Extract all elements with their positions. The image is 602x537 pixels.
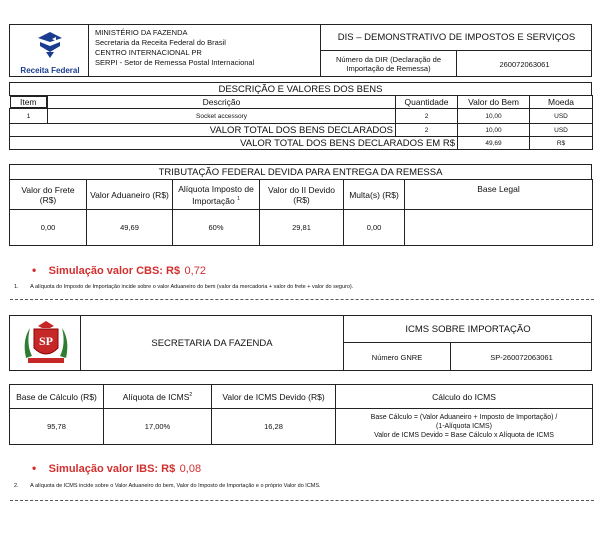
col-base-legal: Base Legal [405, 180, 593, 210]
org-ministry: MINISTÉRIO DA FAZENDA [95, 28, 188, 37]
federal-header-row [10, 180, 593, 210]
row-qty: 2 [396, 109, 458, 124]
bullet-icon: • [32, 461, 37, 475]
sefaz-title: SECRETARIA DA FAZENDA [151, 338, 273, 349]
val-aliquota-ii: 60% [173, 210, 260, 246]
icms-values-row [10, 409, 593, 445]
total-brl-value: 49,69 [458, 137, 530, 150]
icms-table [9, 384, 593, 445]
val-base-legal [405, 210, 593, 246]
icms-formula-line-1: Base Cálculo = (Valor Aduaneiro + Imposto de Importação) / [370, 414, 558, 421]
val-icms-devido: 16,28 [212, 409, 336, 445]
row-currency: USD [530, 109, 593, 124]
org-secretaria: Secretaria da Receita Federal do Brasil [95, 38, 226, 47]
col-moeda: Moeda [530, 96, 593, 109]
header-org-lines [95, 28, 254, 68]
header-logo-divider [88, 24, 89, 77]
icms-formula-line-3: Valor de ICMS Devido = Base Cálculo x Alíquota de ICMS [374, 432, 554, 439]
ibs-simulation [32, 459, 201, 477]
table-row [10, 109, 593, 124]
col-quantidade: Quantidade [396, 96, 458, 109]
col-valor-bem: Valor do Bem [458, 96, 530, 109]
val-frete: 0,00 [10, 210, 87, 246]
col-calculo-icms: Cálculo do ICMS [336, 385, 593, 409]
total-row [10, 124, 593, 137]
val-aliquota-icms: 17,00% [104, 409, 212, 445]
divider-2 [10, 500, 594, 501]
federal-values-row [10, 210, 593, 246]
row-value: 10,00 [458, 109, 530, 124]
divider-1 [10, 299, 594, 300]
gnre-label: Número GNRE [371, 352, 423, 362]
dir-label: Número da DIR (Declaração de Importação de Remessa) [335, 55, 442, 73]
val-multas: 0,00 [344, 210, 405, 246]
cbs-label: Simulação valor CBS: R$ [48, 265, 181, 277]
goods-header-row [10, 96, 593, 109]
federal-section-title: TRIBUTAÇÃO FEDERAL DEVIDA PARA ENTREGA DA REMESSA [9, 164, 592, 180]
col-descricao: Descrição [48, 96, 396, 109]
total-brl-row [10, 137, 593, 150]
footnote-2-text: A alíquota de ICMS incide sobre o Valor Aduaneiro do bem, Valor do Imposto de Importação e o próprio Valor do ICMS. [30, 483, 321, 489]
goods-section-title: DESCRIÇÃO E VALORES DOS BENS [9, 82, 592, 96]
footnote-2 [14, 483, 321, 489]
val-ii: 29,81 [260, 210, 344, 246]
total-currency: USD [530, 124, 593, 137]
col-base-calculo: Base de Cálculo (R$) [10, 385, 104, 409]
total-value: 10,00 [458, 124, 530, 137]
receita-federal-logo-text: Receita Federal [20, 66, 80, 75]
row-item: 1 [10, 109, 48, 124]
receita-federal-emblem-icon [16, 30, 84, 60]
federal-tax-table [9, 179, 593, 246]
val-base-calculo: 95,78 [10, 409, 104, 445]
col-valor-icms: Valor de ICMS Devido (R$) [212, 385, 336, 409]
sp-state-seal [20, 318, 72, 368]
col-valor-ii: Valor do II Devido (R$) [260, 180, 344, 210]
row-desc: Socket accessory [48, 109, 396, 124]
icms-import-title: ICMS SOBRE IMPORTAÇÃO [405, 323, 531, 335]
org-centro: CENTRO INTERNACIONAL PR [95, 48, 202, 57]
footnote-1-text: A alíquota do Imposto de Importação incide sobre o valor Aduaneiro do bem (valor da mercadoria + valor do frete + valor do seguro). [30, 284, 354, 290]
footnote-2-mark: 2. [14, 483, 19, 489]
icms-header-row [10, 385, 593, 409]
col-valor-aduaneiro: Valor Aduaneiro (R$) [87, 180, 173, 210]
sp-seal-text: SP [38, 334, 54, 348]
footnote-1-mark: 1. [14, 284, 19, 290]
org-serpi: SERPI - Setor de Remessa Postal Internacional [95, 58, 255, 67]
footnote-1 [14, 284, 353, 290]
aliquota-icms-label: Alíquota de ICMS [122, 391, 190, 402]
val-aduaneiro: 49,69 [87, 210, 173, 246]
total-brl-currency: R$ [530, 137, 593, 150]
total-brl-label: VALOR TOTAL DOS BENS DECLARADOS EM R$ [10, 137, 458, 150]
goods-table [9, 95, 593, 150]
ibs-label: Simulação valor IBS: R$ [48, 463, 176, 475]
ibs-value: 0,08 [179, 463, 202, 475]
col-item: Item [10, 96, 48, 108]
total-qty: 2 [396, 124, 458, 137]
receita-federal-logo [16, 30, 84, 75]
total-label: VALOR TOTAL DOS BENS DECLARADOS [10, 124, 396, 137]
icms-formula [336, 409, 593, 445]
aliquota-ii-label: Alíquota Imposto de Importação [178, 183, 254, 206]
col-aliquota-icms [104, 385, 212, 409]
footnote-ref-2: 2 [189, 391, 193, 398]
icms-formula-line-2: (1-Alíquota ICMS) [435, 423, 493, 430]
col-aliquota-ii [173, 180, 260, 210]
doc-title: DIS – DEMONSTRATIVO DE IMPOSTOS E SERVIÇOS [337, 32, 576, 43]
dir-number: 260072063061 [499, 59, 550, 69]
cbs-value: 0,72 [184, 265, 206, 277]
footnote-ref-1: 1 [237, 195, 240, 202]
sp-coat-of-arms-icon [20, 318, 72, 368]
col-valor-frete: Valor do Frete (R$) [10, 180, 87, 210]
gnre-number: SP-260072063061 [490, 352, 553, 362]
col-multas: Multa(s) (R$) [344, 180, 405, 210]
bullet-icon: • [32, 263, 37, 277]
cbs-simulation [32, 261, 206, 279]
